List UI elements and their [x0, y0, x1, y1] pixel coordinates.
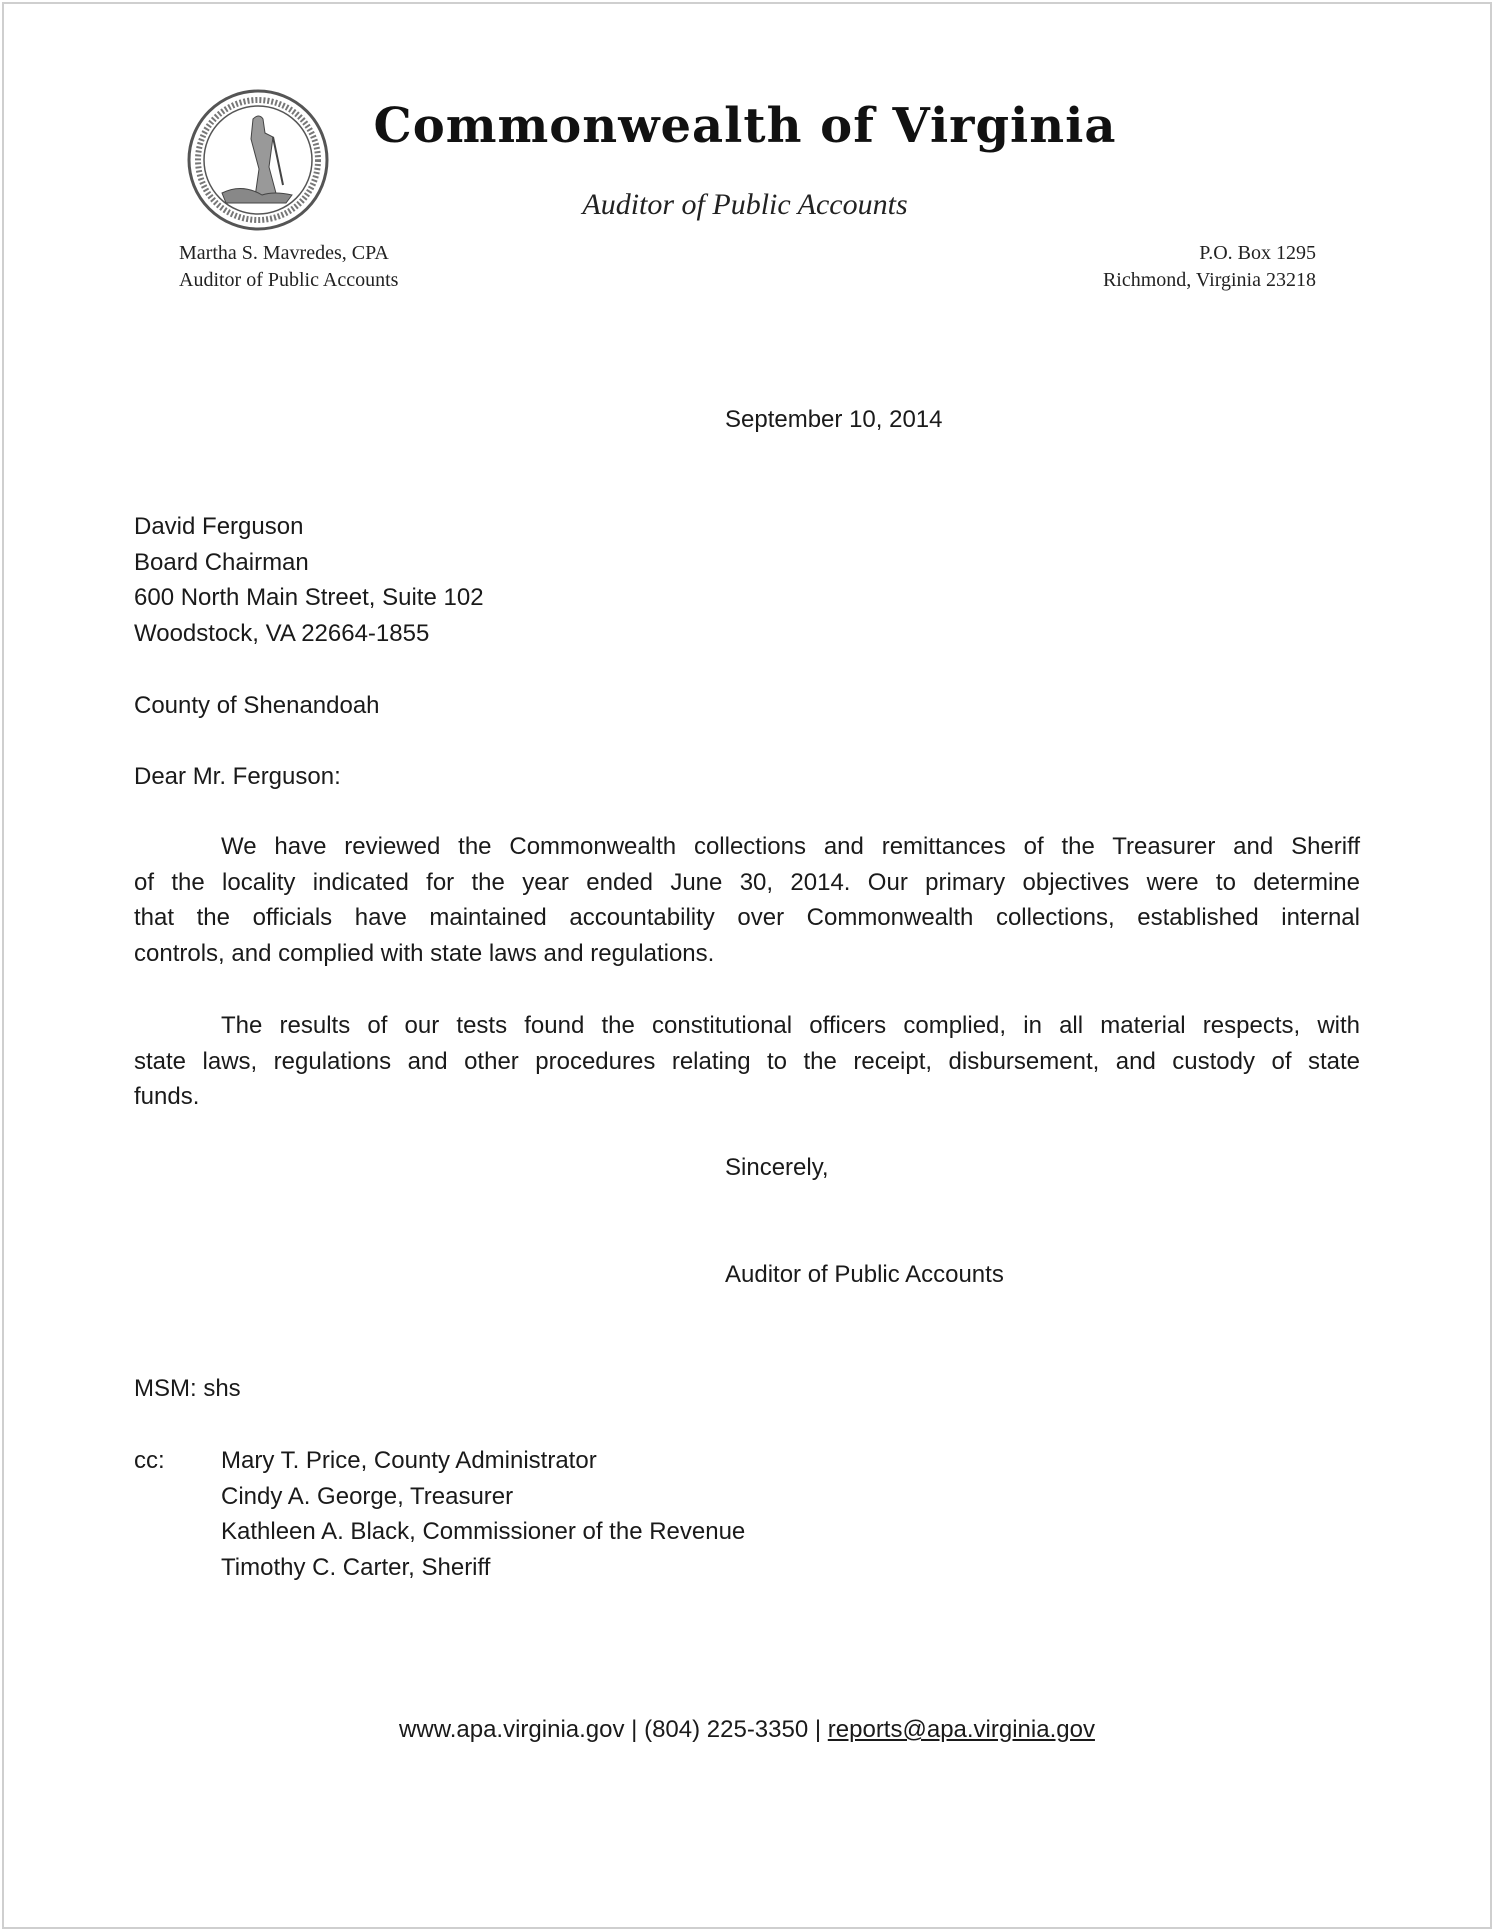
cc-list [221, 1443, 745, 1586]
letterhead-subtitle: Auditor of Public Accounts [582, 188, 908, 221]
footer [0, 1716, 1494, 1744]
recipient-street: 600 North Main Street, Suite 102 [134, 584, 484, 612]
separator: | [808, 1716, 828, 1743]
cc-label: cc: [134, 1447, 165, 1474]
signature: Auditor of Public Accounts [725, 1261, 1004, 1288]
paragraph-line: controls, and complied with state laws and regulations. [134, 940, 715, 968]
paragraph-line: that the officials have maintained accountability over Commonwealth collections, established internal [134, 904, 1360, 932]
phone-number: (804) 225-3350 [644, 1716, 809, 1743]
cc-item: Timothy C. Carter, Sheriff [221, 1554, 491, 1582]
cc-item: Mary T. Price, County Administrator [221, 1447, 597, 1474]
office-address [1103, 240, 1316, 294]
email-link[interactable]: reports@apa.virginia.gov [827, 1716, 1095, 1743]
recipient-city: Woodstock, VA 22664-1855 [134, 620, 430, 648]
recipient-name: David Ferguson [134, 513, 304, 540]
website-link[interactable]: www.apa.virginia.gov [399, 1716, 625, 1743]
paragraph-line: funds. [134, 1083, 200, 1111]
paragraph-line: We have reviewed the Commonwealth collections and remittances of the Treasurer and Sheriff [221, 833, 1360, 860]
paragraph-1 [134, 829, 1360, 972]
virginia-seal-icon [187, 89, 329, 231]
city-state: Richmond, Virginia 23218 [1102, 269, 1316, 291]
letterhead-title: Commonwealth of Virginia [373, 98, 1117, 154]
cc-item: Kathleen A. Black, Commissioner of the Revenue [221, 1518, 746, 1546]
paragraph-line: The results of our tests found the constitutional officers complied, in all material respects, with [221, 1012, 1360, 1039]
separator: | [624, 1716, 645, 1743]
auditor-info [179, 240, 398, 294]
paragraph-2 [134, 1008, 1360, 1115]
recipient-title: Board Chairman [134, 548, 309, 576]
recipient-address [134, 509, 484, 652]
closing: Sincerely, [725, 1154, 829, 1181]
locality: County of Shenandoah [134, 692, 380, 719]
paragraph-line: state laws, regulations and other procedures relating to the receipt, disbursement, and custody of state [134, 1047, 1360, 1075]
auditor-name: Martha S. Mavredes, CPA [179, 242, 389, 264]
paragraph-line: of the locality indicated for the year ended June 30, 2014. Our primary objectives were to determine [134, 868, 1360, 896]
auditor-title: Auditor of Public Accounts [179, 269, 399, 291]
po-box: P.O. Box 1295 [1199, 242, 1316, 264]
letter-date: September 10, 2014 [725, 406, 943, 433]
cc-item: Cindy A. George, Treasurer [221, 1482, 514, 1510]
salutation: Dear Mr. Ferguson: [134, 763, 341, 790]
initials: MSM: shs [134, 1375, 241, 1402]
